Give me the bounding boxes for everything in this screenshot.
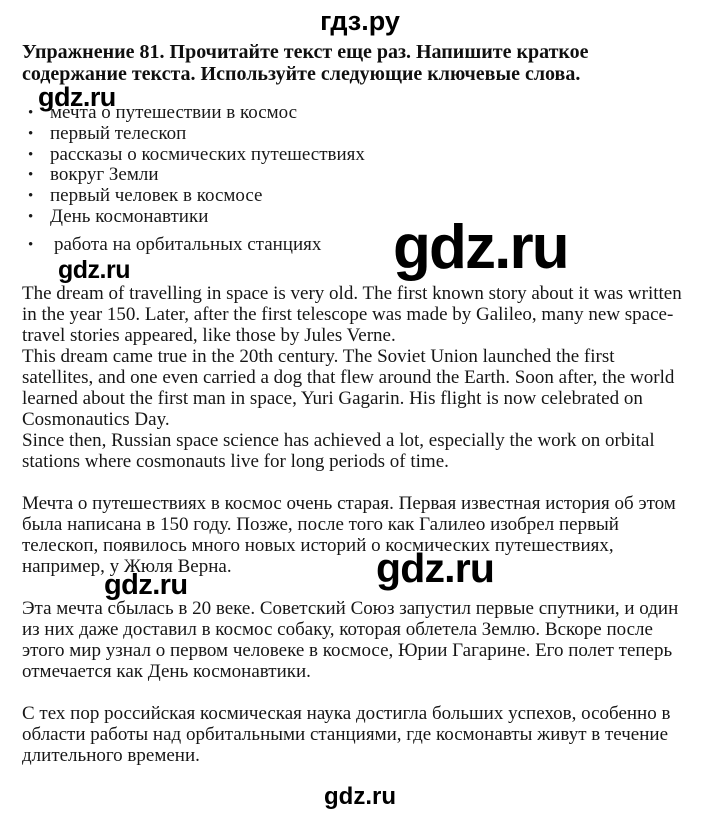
bullet-icon: • [28,146,34,163]
answer-text [22,283,690,766]
gdz-watermark: gdz.ru [58,256,130,284]
keyword-item [28,103,365,124]
bullet-icon: • [28,208,34,225]
keyword-item [28,207,365,228]
bullet-icon: • [28,167,34,184]
keyword-label: первый телескоп [50,122,187,144]
exercise-heading: Упражнение 81. Прочитайте текст еще раз. Напишите краткое содержание текста. Используйте следующие ключевые слова. [22,41,589,85]
gdz-watermark-large: gdz.ru [393,213,568,282]
gdz-watermark: gdz.ru [104,569,188,601]
gdz-watermark: gdz.ru [376,545,495,591]
keyword-label: работа на орбитальных станциях [54,233,322,255]
english-summary-paragraph: Since then, Russian space science has achieved a lot, especially the work on orbital stations where cosmonauts live for long periods of time. [22,430,655,472]
site-logo-top: гдз.ру [320,6,400,36]
russian-translation-paragraph: Мечта о путешествиях в космос очень старая. Первая известная история об этом была написана в 150 году. Позже, после того как Галилео изобрел первый телескоп, появилось много новых историй о космических путешествиях, например, у Жюля Верна. [22,493,676,577]
bullet-icon: • [28,236,34,253]
keyword-label: рассказы о космических путешествиях [50,143,365,165]
gdz-watermark: gdz.ru [38,82,116,112]
english-summary-paragraph: The dream of travelling in space is very old. The first known story about it was written in the year 150. Later, after the first telescope was made by Galileo, many new space-travel stories appeared, like those by Jules Verne. [22,283,682,346]
site-logo-bottom: gdz.ru [324,783,396,810]
keyword-label: День космонавтики [50,205,209,227]
bullet-icon: • [28,188,34,205]
keyword-item [28,145,365,166]
keyword-item [28,165,365,186]
english-summary-paragraph: This dream came true in the 20th century. The Soviet Union launched the first satellites, and one even carried a dog that flew around the Earth. Soon after, the world learned about the first man in space, Yuri Gagarin. His flight is now celebrated on Cosmonautics Day. [22,346,675,430]
keyword-label: мечта о путешествии в космос [50,102,298,123]
keyword-item [28,124,365,145]
russian-translation-paragraph: Эта мечта сбылась в 20 веке. Советский Союз запустил первые спутники, и один из них даже доставил в космос собаку, которая облетела Землю. Вскоре после этого мир узнал о первом человеке в космосе, Юрии Гагарине. Его полет теперь отмечается как День космонавтики. [22,598,679,682]
keyword-item [28,186,365,207]
keyword-label: первый человек в космосе [50,185,263,207]
keyword-list [28,103,365,256]
russian-translation-paragraph: С тех пор российская космическая наука достигла больших успехов, особенно в области работы над орбитальными станциями, где космонавты живут в течение длительного времени. [22,703,671,766]
keyword-label: вокруг Земли [50,164,159,186]
bullet-icon: • [28,125,34,142]
keyword-item [28,235,365,256]
bullet-icon: • [28,105,34,121]
